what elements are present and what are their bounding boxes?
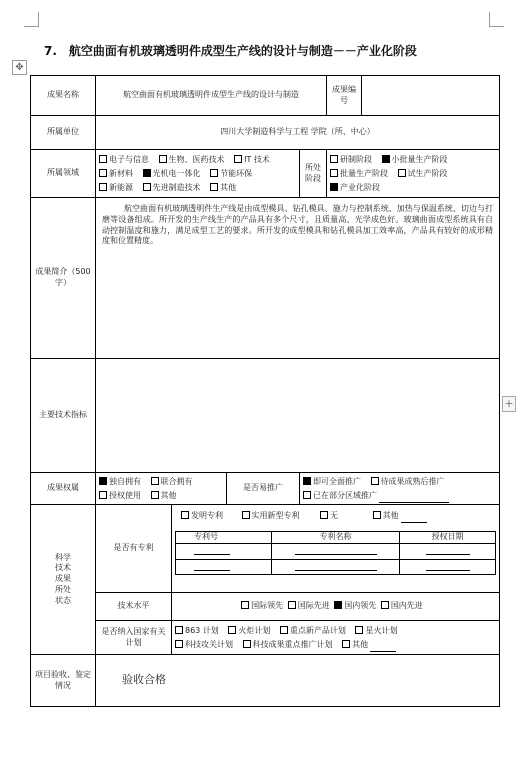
patent-number-field-1[interactable] bbox=[194, 544, 230, 555]
checkbox-icon bbox=[228, 626, 236, 634]
heading-text: 航空曲面有机玻璃透明件成型生产线的设计与制造－－产业化阶段 bbox=[68, 44, 417, 58]
field-option-other[interactable]: 其他 bbox=[210, 181, 236, 195]
achievement-form-table bbox=[30, 75, 500, 707]
plan-other-blank[interactable] bbox=[370, 651, 396, 652]
unit-label: 所属单位 bbox=[31, 116, 96, 150]
checkbox-icon bbox=[381, 601, 389, 609]
patent-label: 是否有专利 bbox=[96, 505, 172, 593]
checkbox-icon bbox=[151, 477, 159, 485]
field-option-manufacturing[interactable]: 先进制造技术 bbox=[143, 181, 201, 195]
ip-option-joint[interactable]: 联合拥有 bbox=[151, 475, 193, 489]
patent-number-label: 专利号 bbox=[176, 532, 272, 544]
acceptance-value[interactable]: 验收合格 bbox=[96, 655, 500, 707]
checkbox-icon bbox=[330, 169, 338, 177]
unit-value[interactable]: 四川大学制造科学与工程 学院（所、中心） bbox=[96, 116, 500, 150]
intro-label: 成果简介（500字） bbox=[31, 198, 96, 359]
checkbox-icon bbox=[288, 601, 296, 609]
checkbox-icon bbox=[181, 511, 189, 519]
level-option-domestic-leading[interactable]: 国内领先 bbox=[334, 601, 376, 612]
plan-options bbox=[172, 621, 500, 655]
patent-name-field-2[interactable] bbox=[295, 560, 377, 571]
promote-options bbox=[300, 473, 500, 505]
checkbox-icon bbox=[99, 155, 107, 163]
promote-option-full[interactable]: 即可全面推广 bbox=[303, 475, 361, 489]
checkbox-icon bbox=[175, 640, 183, 648]
checkbox-icon bbox=[99, 183, 107, 191]
grant-date-label: 授权日期 bbox=[400, 532, 496, 544]
checkbox-icon bbox=[175, 626, 183, 634]
plan-option-torch[interactable]: 火炬计划 bbox=[228, 624, 270, 638]
page-corner-mark-right bbox=[489, 12, 504, 27]
patent-other-blank[interactable] bbox=[401, 522, 427, 523]
achievement-number-label: 成果编号 bbox=[327, 76, 362, 116]
checkbox-icon bbox=[241, 601, 249, 609]
field-option-mechatronics[interactable]: 光机电一体化 bbox=[143, 167, 201, 181]
checkbox-checked-icon bbox=[143, 169, 151, 177]
field-option-materials[interactable]: 新材料 bbox=[99, 167, 133, 181]
patent-number-field-2[interactable] bbox=[194, 560, 230, 571]
tech-indicators-label: 主要技术指标 bbox=[31, 359, 96, 473]
intro-value[interactable] bbox=[96, 198, 500, 359]
plan-option-spark[interactable]: 星火计划 bbox=[355, 624, 397, 638]
tech-level-options bbox=[172, 593, 500, 621]
patent-option-invention[interactable]: 发明专利 bbox=[181, 509, 223, 523]
plan-option-other[interactable]: 其他 bbox=[342, 638, 396, 652]
tech-level-label: 技术水平 bbox=[96, 593, 172, 621]
checkbox-checked-icon bbox=[99, 477, 107, 485]
level-option-intl-leading[interactable]: 国际领先 bbox=[241, 601, 283, 612]
stage-option-small-batch[interactable]: 小批量生产阶段 bbox=[382, 153, 448, 167]
stage-option-trial[interactable]: 试生产阶段 bbox=[398, 167, 448, 181]
field-option-it[interactable]: IT 技术 bbox=[234, 153, 270, 167]
checkbox-icon bbox=[342, 640, 350, 648]
ip-options bbox=[96, 473, 227, 505]
plan-option-key-product[interactable]: 重点新产品计划 bbox=[280, 624, 346, 638]
checkbox-icon bbox=[143, 183, 151, 191]
patent-block bbox=[172, 505, 500, 593]
checkbox-checked-icon bbox=[303, 477, 311, 485]
promote-option-partial[interactable]: 已在部分区域推广 bbox=[303, 489, 449, 503]
plan-label: 是否纳入国家有关计划 bbox=[96, 621, 172, 655]
checkbox-icon bbox=[243, 640, 251, 648]
checkbox-checked-icon bbox=[330, 183, 338, 191]
grant-date-field-1[interactable] bbox=[426, 544, 470, 555]
achievement-name-value[interactable]: 航空曲面有机玻璃透明件成型生产线的设计与制造 bbox=[96, 76, 327, 116]
checkbox-checked-icon bbox=[334, 601, 342, 609]
patent-option-none[interactable]: 无 bbox=[320, 509, 338, 523]
checkbox-icon bbox=[99, 491, 107, 499]
level-option-domestic-advanced[interactable]: 国内先进 bbox=[381, 601, 423, 612]
stage-label: 所处阶段 bbox=[300, 150, 327, 198]
checkbox-icon bbox=[330, 155, 338, 163]
checkbox-icon bbox=[371, 477, 379, 485]
ip-label: 成果权属 bbox=[31, 473, 96, 505]
ip-option-licensed[interactable]: 授权使用 bbox=[99, 489, 141, 503]
intro-paragraph: 航空曲面有机玻璃透明件生产线是由成型模具、钻孔模具、施力与控制系统、加热与保温系统、切边与打磨等设备组成。所开发的生产线生产的产品具有多个尺寸，且质量高、光学成色好。玻璃曲面成型系统具有自动控制温度和施力，满足成型工艺的要求。所开发的成型模具和钻孔模具加工效率高，产品具有较好的成形精度和位置精度。 bbox=[102, 204, 493, 246]
plan-option-promotion[interactable]: 科技成果重点推广计划 bbox=[243, 638, 333, 652]
field-option-energy-saving[interactable]: 节能环保 bbox=[210, 167, 252, 181]
field-option-bio[interactable]: 生物、医药技术 bbox=[159, 153, 225, 167]
stage-options bbox=[327, 150, 500, 198]
page-corner-mark-left bbox=[24, 12, 39, 27]
checkbox-icon bbox=[234, 155, 242, 163]
patent-name-field-1[interactable] bbox=[295, 544, 377, 555]
plan-option-tackling[interactable]: 科技攻关计划 bbox=[175, 638, 233, 652]
patent-name-label: 专利名称 bbox=[272, 532, 400, 544]
stage-option-batch[interactable]: 批量生产阶段 bbox=[330, 167, 388, 181]
patent-option-utility[interactable]: 实用新型专利 bbox=[242, 509, 300, 523]
checkbox-checked-icon bbox=[382, 155, 390, 163]
tech-indicators-value[interactable] bbox=[96, 359, 500, 473]
checkbox-icon bbox=[210, 183, 218, 191]
acceptance-label: 项目验收、鉴定情况 bbox=[31, 655, 96, 707]
promote-option-after-mature[interactable]: 待成果成熟后推广 bbox=[371, 475, 445, 489]
checkbox-icon bbox=[210, 169, 218, 177]
checkbox-icon bbox=[373, 511, 381, 519]
stage-option-industrial[interactable]: 产业化阶段 bbox=[330, 181, 380, 195]
promote-label: 是否易推广 bbox=[227, 473, 300, 505]
checkbox-icon bbox=[151, 491, 159, 499]
checkbox-icon bbox=[159, 155, 167, 163]
sci-status-label: 科学技术成果所处状态 bbox=[31, 505, 96, 655]
add-column-icon[interactable]: + bbox=[502, 396, 516, 412]
checkbox-icon bbox=[398, 169, 406, 177]
stage-option-research[interactable]: 研制阶段 bbox=[330, 153, 372, 167]
field-option-electronics[interactable]: 电子与信息 bbox=[99, 153, 149, 167]
patent-detail-table bbox=[175, 531, 496, 575]
checkbox-icon bbox=[280, 626, 288, 634]
heading-number: 7. bbox=[44, 44, 57, 58]
ip-option-other[interactable]: 其他 bbox=[151, 489, 177, 503]
field-options bbox=[96, 150, 300, 198]
field-label: 所属领域 bbox=[31, 150, 96, 198]
ip-option-sole[interactable]: 独自拥有 bbox=[99, 475, 141, 489]
document-heading bbox=[44, 42, 504, 59]
table-move-handle-icon[interactable]: ✥ bbox=[12, 60, 27, 75]
checkbox-icon bbox=[303, 491, 311, 499]
checkbox-icon bbox=[320, 511, 328, 519]
checkbox-icon bbox=[355, 626, 363, 634]
field-option-new-energy[interactable]: 新能源 bbox=[99, 181, 133, 195]
promote-partial-blank[interactable] bbox=[379, 502, 449, 503]
checkbox-icon bbox=[242, 511, 250, 519]
plan-option-863[interactable]: 863 计划 bbox=[175, 624, 219, 638]
achievement-name-label: 成果名称 bbox=[31, 76, 96, 116]
grant-date-field-2[interactable] bbox=[426, 560, 470, 571]
level-option-intl-advanced[interactable]: 国际先进 bbox=[288, 601, 330, 612]
checkbox-icon bbox=[99, 169, 107, 177]
patent-option-other[interactable]: 其他 bbox=[373, 509, 427, 523]
achievement-number-value[interactable] bbox=[362, 76, 500, 116]
